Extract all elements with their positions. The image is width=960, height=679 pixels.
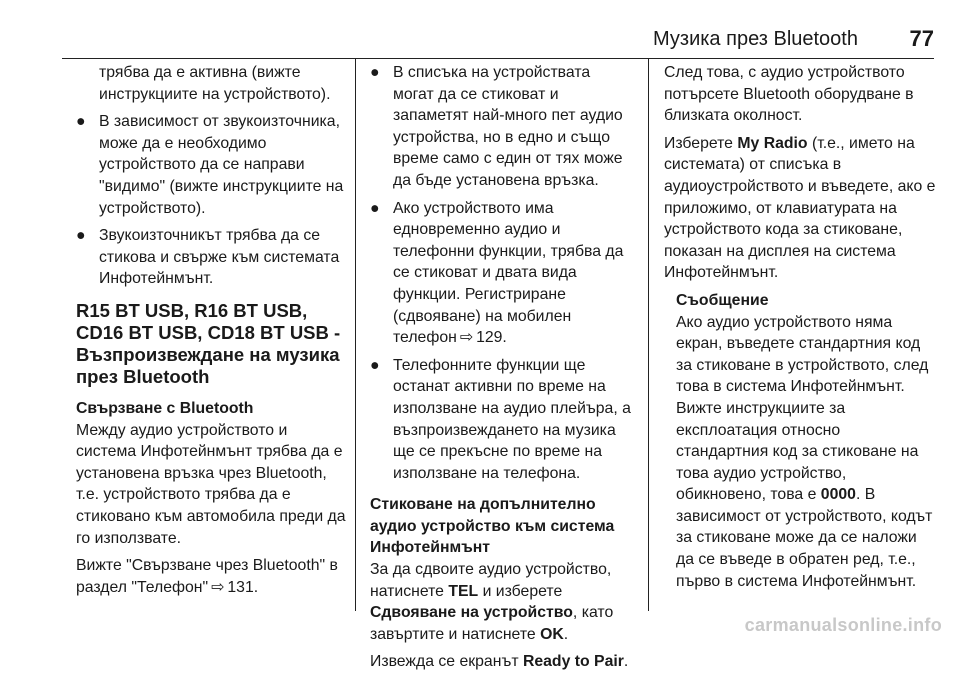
- paragraph: Извежда се екранът Ready to Pair.: [370, 653, 629, 671]
- note-box: [664, 290, 936, 592]
- paragraph: Между аудио устройството и система Инфотейнмънт трябва да е установена връзка чрез Bluetooth, т.е. устройството трябва да е стиковано към автомобила преди да го използвате.: [76, 421, 346, 547]
- list-item: ● В списъка на устройствата могат да се стиковат и запаметят най-много пет аудио устройства, но в едно и също време само с един от тях може да бъде установена връзка.: [370, 62, 634, 192]
- list-item: ● Ако устройството има едновременно аудио и телефонни функции, трябва да се стиковат и двата вида функции. Регистриране (сдвояване) на мобилен телефон ⇨ 129.: [370, 198, 634, 349]
- page-number: 77: [909, 26, 934, 51]
- column-2: [370, 62, 634, 679]
- page-reference-number[interactable]: 131.: [227, 578, 259, 596]
- paragraph: След това, с аудио устройството потърсете Bluetooth оборудване в близката околност.: [664, 64, 914, 125]
- menu-item-pair-device: Сдвояване на устройство: [370, 604, 573, 622]
- key-tel: TEL: [448, 582, 479, 600]
- watermark: carmanualsonline.info: [744, 615, 942, 635]
- paragraph-reference: Вижте "Свързване чрез Bluetooth" в раздел "Телефон" ⇨ 131.: [76, 557, 338, 596]
- note-title: Съобщение: [676, 291, 769, 309]
- section-heading: R15 BT USB, R16 BT USB, CD16 BT USB, CD18 BT USB - Възпроизвеждане на музика през Bluetooth: [76, 299, 341, 387]
- bullet-icon: ●: [370, 199, 380, 217]
- subsection-heading: Стиковане на допълнително аудио устройство към система Инфотейнмънт: [370, 496, 615, 557]
- bullet-icon: ●: [370, 356, 380, 374]
- list-item: ● Телефонните функции ще останат активни по време на използване на аудио плейъра, а възпроизвеждането на музика ще се прекъсне по време на използване на телефона.: [370, 355, 634, 485]
- menu-item-my-radio: My Radio: [737, 134, 808, 152]
- column-3: [664, 62, 936, 598]
- bullet-icon: ●: [76, 227, 86, 245]
- column-1: [76, 62, 346, 604]
- page-reference-icon[interactable]: ⇨: [211, 578, 225, 596]
- page-title: Музика през Bluetooth: [653, 28, 858, 50]
- default-code: 0000: [820, 486, 856, 504]
- paragraph: Изберете My Radio (т.е., името на системата) от списъка в аудиоустройството и въведете, ако е приложимо, от клавиатурата на устройството кода за стиковане, показан на дисплея на система Инфотейнмънт.: [664, 134, 936, 282]
- column-divider-2: [648, 58, 649, 611]
- list-item: ● Звукоизточникът трябва да се стикова и свърже към системата Инфотейнмънт.: [76, 225, 346, 290]
- header-rule: [62, 58, 934, 59]
- page-reference-number[interactable]: 129.: [476, 329, 507, 347]
- page-reference-icon[interactable]: ⇨: [459, 329, 474, 347]
- note-text: Ако аудио устройството няма екран, въведете стандартния код за стиковане в устройството, след това в система Инфотейнмънт. Вижте инструкциите за експлоатация относно стандартния код за стиковане на това аудио устройство, обикновено, това е 0000. В зависимост от устройството, кодът за стиковане може да се наложи да се въведе в обратен ред, т.е., първо в система Инфотейнмънт.: [676, 313, 933, 590]
- bullet-icon: ●: [76, 113, 86, 131]
- continued-bullet-text: трябва да е активна (вижте инструкциите на устройството).: [99, 64, 331, 103]
- subsection-heading: Свързване с Bluetooth: [76, 399, 254, 417]
- page-header: [62, 24, 934, 58]
- column-divider-1: [355, 58, 356, 611]
- key-ok: OK: [540, 625, 564, 643]
- paragraph: За да сдвоите аудио устройство, натиснете TEL и изберете Сдвояване на устройство, като завъртите и натиснете OK.: [370, 561, 614, 643]
- screen-ready-to-pair: Ready to Pair: [522, 653, 624, 671]
- bullet-icon: ●: [370, 64, 380, 81]
- list-item: ● В зависимост от звукоизточника, може да е необходимо устройството да се направи "видимо" (вижте инструкциите на устройството).: [76, 111, 346, 219]
